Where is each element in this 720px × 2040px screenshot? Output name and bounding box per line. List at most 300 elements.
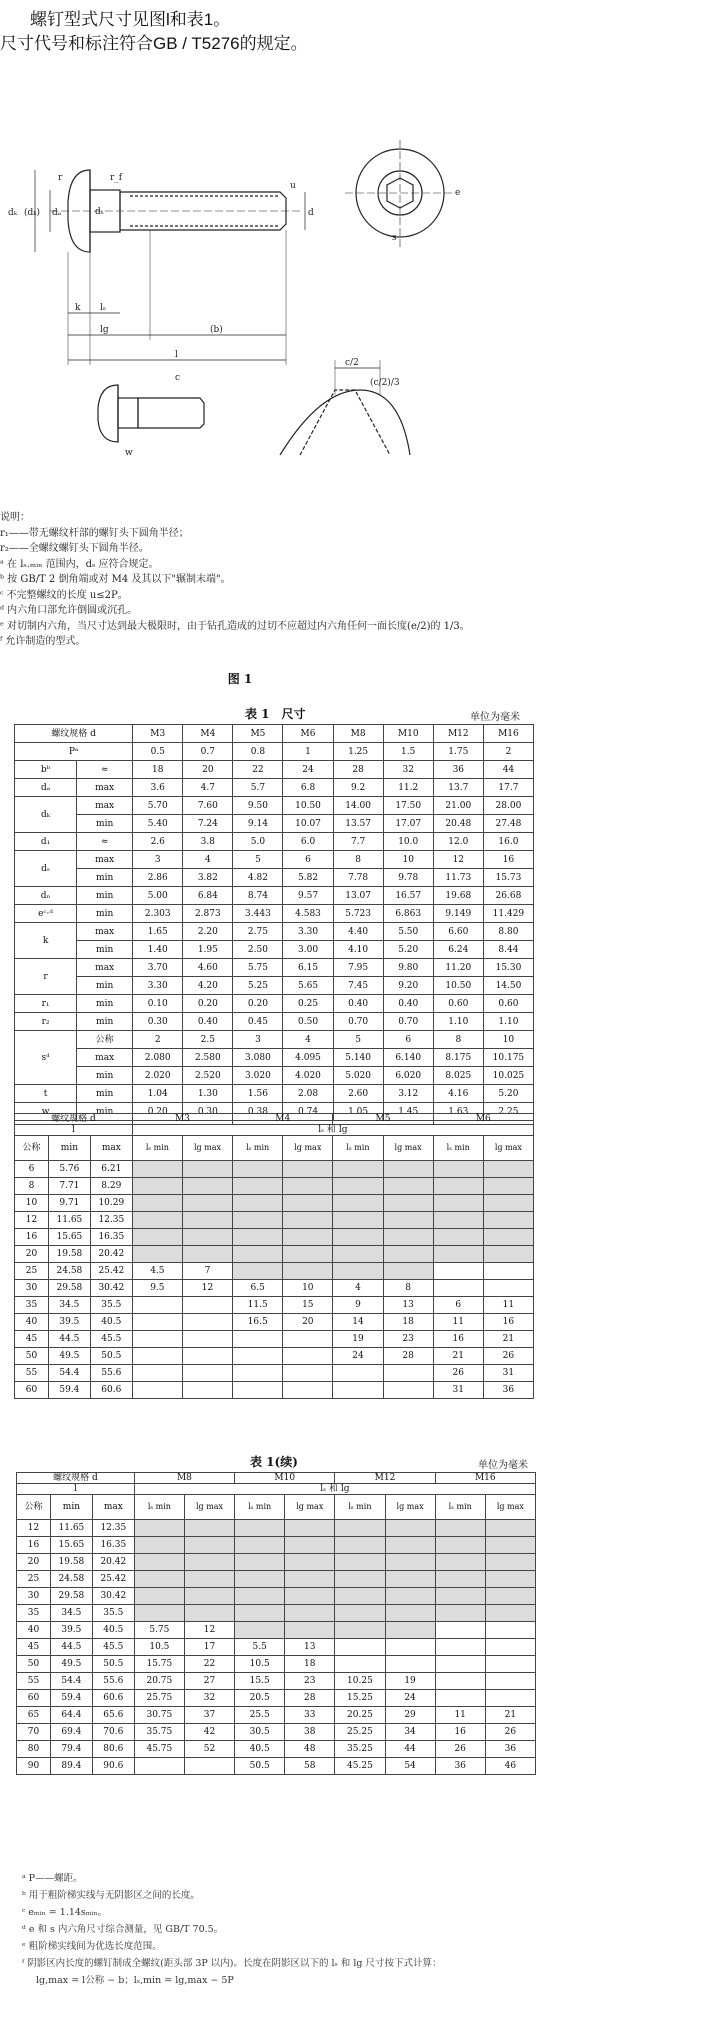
value-cell: 44	[483, 761, 533, 779]
value-cell	[132, 1348, 182, 1365]
intro-line-2: 尺寸代号和标注符合GB / T5276的规定。	[0, 34, 308, 53]
value-cell: 17.50	[383, 797, 433, 815]
value-cell	[435, 1588, 485, 1605]
value-cell	[433, 1280, 483, 1297]
value-cell: 26.68	[483, 887, 533, 905]
value-cell: 24	[333, 1348, 383, 1365]
table-row	[15, 869, 534, 887]
value-cell: 0.60	[483, 995, 533, 1013]
label-dk-paren: (dₖ)	[24, 208, 41, 218]
size-header-cell: M5	[233, 725, 283, 743]
size-header-cell: M8	[134, 1473, 234, 1484]
value-cell	[435, 1605, 485, 1622]
value-cell: 24	[385, 1690, 435, 1707]
value-cell: 21	[483, 1331, 533, 1348]
size-header-cell: M6	[433, 1114, 533, 1125]
value-cell: 9.2	[333, 779, 383, 797]
value-cell: 37	[184, 1707, 234, 1724]
length-table-large	[16, 1472, 536, 1775]
value-cell	[435, 1622, 485, 1639]
value-cell: 4.7	[183, 779, 233, 797]
figure-caption: 图 1	[227, 672, 253, 686]
value-cell: 15.30	[483, 959, 533, 977]
value-cell: 3	[133, 851, 183, 869]
value-cell: 29.58	[50, 1588, 92, 1605]
value-cell: 34	[385, 1724, 435, 1741]
value-cell	[333, 1246, 383, 1263]
size-header-cell: M10	[383, 725, 433, 743]
value-cell: 3.12	[383, 1085, 433, 1103]
value-cell: 50.5	[235, 1758, 285, 1775]
length-table-small	[14, 1113, 534, 1399]
value-cell: 17.07	[383, 815, 433, 833]
qualifier-cell: min	[77, 995, 133, 1013]
value-cell: 46	[485, 1758, 535, 1775]
value-cell	[182, 1365, 232, 1382]
header-cell: lg max	[483, 1136, 533, 1161]
table1-unit: 单位为毫米	[470, 712, 520, 723]
value-cell: 15.65	[48, 1229, 90, 1246]
value-cell: 12	[182, 1280, 232, 1297]
value-cell: 8.80	[483, 923, 533, 941]
value-cell: 15.25	[335, 1690, 385, 1707]
header-cell: lg max	[283, 1136, 333, 1161]
value-cell: 4.60	[183, 959, 233, 977]
table-row	[15, 1263, 534, 1280]
value-cell	[485, 1673, 535, 1690]
value-cell: 10.175	[483, 1049, 533, 1067]
value-cell	[285, 1605, 335, 1622]
header-cell: lg max	[184, 1495, 234, 1520]
header-cell: lₛ 和 lg	[132, 1125, 533, 1136]
value-cell: 2.020	[133, 1067, 183, 1085]
value-cell	[485, 1571, 535, 1588]
dimension-table	[14, 724, 534, 1121]
value-cell	[485, 1656, 535, 1673]
value-cell	[385, 1571, 435, 1588]
value-cell	[285, 1622, 335, 1639]
table-row	[15, 1314, 534, 1331]
value-cell	[182, 1178, 232, 1195]
size-header-cell: M5	[333, 1114, 433, 1125]
value-cell: 16	[433, 1331, 483, 1348]
value-cell	[383, 1263, 433, 1280]
value-cell: 11	[483, 1297, 533, 1314]
value-cell: 6	[15, 1161, 49, 1178]
value-cell	[483, 1280, 533, 1297]
value-cell	[182, 1195, 232, 1212]
value-cell: 11.73	[433, 869, 483, 887]
value-cell: 8.025	[433, 1067, 483, 1085]
value-cell	[182, 1246, 232, 1263]
table-row	[15, 779, 534, 797]
value-cell	[435, 1673, 485, 1690]
value-cell	[233, 1365, 283, 1382]
value-cell: 10.025	[483, 1067, 533, 1085]
value-cell: 1.65	[133, 923, 183, 941]
value-cell	[132, 1212, 182, 1229]
value-cell	[184, 1537, 234, 1554]
value-cell: 35.75	[134, 1724, 184, 1741]
value-cell: 55.6	[90, 1365, 132, 1382]
label-dk: dₖ	[8, 208, 18, 218]
value-cell: 25.42	[92, 1571, 134, 1588]
table-row	[17, 1554, 536, 1571]
value-cell: 23	[383, 1331, 433, 1348]
value-cell	[134, 1520, 184, 1537]
value-cell: 16.35	[92, 1537, 134, 1554]
value-cell	[132, 1178, 182, 1195]
value-cell: 21	[485, 1707, 535, 1724]
size-header-cell: M6	[283, 725, 333, 743]
value-cell: 7	[182, 1263, 232, 1280]
value-cell: 16	[17, 1537, 51, 1554]
table-header-row	[15, 1136, 534, 1161]
value-cell: 13	[285, 1639, 335, 1656]
value-cell: 10.5	[134, 1639, 184, 1656]
value-cell: 2.5	[183, 1031, 233, 1049]
size-header-cell: M12	[335, 1473, 435, 1484]
table-row	[17, 1605, 536, 1622]
value-cell: 20	[283, 1314, 333, 1331]
value-cell: 3.30	[283, 923, 333, 941]
header-cell: lₛ min	[132, 1136, 182, 1161]
value-cell: 3	[233, 1031, 283, 1049]
value-cell	[483, 1263, 533, 1280]
value-cell	[385, 1605, 435, 1622]
value-cell: 2	[133, 1031, 183, 1049]
value-cell	[184, 1758, 234, 1775]
table-row	[15, 941, 534, 959]
value-cell: 19.58	[48, 1246, 90, 1263]
value-cell	[435, 1554, 485, 1571]
table-row	[15, 1348, 534, 1365]
value-cell: 2.080	[133, 1049, 183, 1067]
footnote-line: ᵉ 粗阶梯实线间为优选长度范围。	[22, 1941, 162, 1952]
value-cell: 34.5	[48, 1297, 90, 1314]
value-cell	[483, 1161, 533, 1178]
value-cell: 6.24	[433, 941, 483, 959]
value-cell	[435, 1520, 485, 1537]
value-cell: 36	[483, 1382, 533, 1399]
value-cell: 7.45	[333, 977, 383, 995]
value-cell: 24.58	[48, 1263, 90, 1280]
table-row	[15, 743, 534, 761]
value-cell: 0.40	[383, 995, 433, 1013]
value-cell: 20.42	[90, 1246, 132, 1263]
value-cell: 1.63	[433, 1103, 483, 1121]
value-cell	[335, 1571, 385, 1588]
value-cell: 35.5	[92, 1605, 134, 1622]
table-row	[15, 1297, 534, 1314]
qualifier-cell: min	[77, 905, 133, 923]
value-cell: 24.58	[50, 1571, 92, 1588]
value-cell: 29.58	[48, 1280, 90, 1297]
value-cell: 8.74	[233, 887, 283, 905]
value-cell	[182, 1161, 232, 1178]
value-cell	[335, 1656, 385, 1673]
value-cell: 0.30	[133, 1013, 183, 1031]
value-cell: 6.84	[183, 887, 233, 905]
value-cell: 45.75	[134, 1741, 184, 1758]
value-cell: 12	[15, 1212, 49, 1229]
value-cell: 45	[17, 1639, 51, 1656]
footnote-formula: lg,max = l公称 − b；lₛ,min = lg,max − 5P	[36, 1975, 234, 1986]
value-cell: 31	[483, 1365, 533, 1382]
value-cell: 10.29	[90, 1195, 132, 1212]
value-cell: 11.20	[433, 959, 483, 977]
note-line: 说明：	[0, 512, 30, 523]
qualifier-cell: max	[77, 779, 133, 797]
param-cell: dₛ	[15, 851, 77, 887]
param-cell: dₐ	[15, 779, 77, 797]
value-cell: 45.5	[92, 1639, 134, 1656]
value-cell	[235, 1554, 285, 1571]
value-cell	[435, 1571, 485, 1588]
value-cell: 1.95	[183, 941, 233, 959]
value-cell: 6.0	[283, 833, 333, 851]
value-cell: 50	[15, 1348, 49, 1365]
value-cell: 15.75	[134, 1656, 184, 1673]
value-cell: 36	[485, 1741, 535, 1758]
value-cell: 12.0	[433, 833, 483, 851]
value-cell: 20	[183, 761, 233, 779]
value-cell: 50.5	[90, 1348, 132, 1365]
size-header-cell: M12	[433, 725, 483, 743]
value-cell: 44	[385, 1741, 435, 1758]
table-row	[15, 1085, 534, 1103]
value-cell: 8.44	[483, 941, 533, 959]
value-cell	[485, 1639, 535, 1656]
value-cell	[333, 1263, 383, 1280]
value-cell	[235, 1571, 285, 1588]
value-cell	[383, 1178, 433, 1195]
value-cell	[132, 1382, 182, 1399]
value-cell: 49.5	[50, 1656, 92, 1673]
size-header-cell: M10	[235, 1473, 335, 1484]
table-row	[17, 1673, 536, 1690]
value-cell: 25.25	[335, 1724, 385, 1741]
intro-text	[0, 8, 720, 56]
value-cell	[283, 1229, 333, 1246]
header-cell: 螺纹规格 d	[15, 1114, 133, 1125]
value-cell: 9.20	[383, 977, 433, 995]
value-cell	[333, 1195, 383, 1212]
value-cell: 15.65	[50, 1537, 92, 1554]
value-cell	[433, 1161, 483, 1178]
value-cell: 60	[15, 1382, 49, 1399]
value-cell: 3.70	[133, 959, 183, 977]
value-cell: 30.5	[235, 1724, 285, 1741]
value-cell: 36	[435, 1758, 485, 1775]
value-cell: 0.7	[183, 743, 233, 761]
value-cell	[235, 1588, 285, 1605]
value-cell	[233, 1161, 283, 1178]
value-cell: 11.65	[48, 1212, 90, 1229]
value-cell: 7.60	[183, 797, 233, 815]
value-cell: 11.5	[233, 1297, 283, 1314]
value-cell	[433, 1195, 483, 1212]
table-row	[15, 1212, 534, 1229]
table1-cont-caption: 表 1(续)	[250, 1455, 298, 1469]
header-cell: lₛ 和 lg	[134, 1484, 535, 1495]
value-cell: 12.35	[90, 1212, 132, 1229]
value-cell: 70	[17, 1724, 51, 1741]
value-cell: 0.40	[183, 1013, 233, 1031]
value-cell: 1.10	[433, 1013, 483, 1031]
value-cell: 0.8	[233, 743, 283, 761]
value-cell: 20.42	[92, 1554, 134, 1571]
param-cell: r₁	[15, 995, 77, 1013]
qualifier-cell: max	[77, 923, 133, 941]
qualifier-cell: min	[77, 815, 133, 833]
value-cell: 54.4	[48, 1365, 90, 1382]
value-cell: 2.20	[183, 923, 233, 941]
value-cell: 2.08	[283, 1085, 333, 1103]
value-cell: 5.00	[133, 887, 183, 905]
header-cell: lg max	[385, 1495, 435, 1520]
value-cell	[485, 1554, 535, 1571]
param-cell: sᵈ	[15, 1031, 77, 1085]
value-cell: 40	[15, 1314, 49, 1331]
note-line: r₂——全螺纹螺钉头下圆角半径。	[0, 543, 149, 554]
qualifier-cell: 公称	[77, 1031, 133, 1049]
value-cell: 9.14	[233, 815, 283, 833]
value-cell: 5.0	[233, 833, 283, 851]
value-cell: 0.25	[283, 995, 333, 1013]
qualifier-cell: min	[77, 1013, 133, 1031]
value-cell: 44.5	[50, 1639, 92, 1656]
value-cell	[485, 1690, 535, 1707]
table-row	[15, 1229, 534, 1246]
value-cell: 10.25	[335, 1673, 385, 1690]
value-cell: 16	[15, 1229, 49, 1246]
value-cell	[483, 1212, 533, 1229]
value-cell: 5.020	[333, 1067, 383, 1085]
value-cell: 15.5	[235, 1673, 285, 1690]
value-cell	[483, 1246, 533, 1263]
value-cell: 25.42	[90, 1263, 132, 1280]
value-cell: 33	[285, 1707, 335, 1724]
value-cell: 44.5	[48, 1331, 90, 1348]
value-cell	[435, 1656, 485, 1673]
value-cell: 2.60	[333, 1085, 383, 1103]
value-cell: 15	[283, 1297, 333, 1314]
header-cell: 公称	[15, 1136, 49, 1161]
table-row	[17, 1537, 536, 1554]
value-cell	[335, 1622, 385, 1639]
value-cell: 3.30	[133, 977, 183, 995]
value-cell	[283, 1246, 333, 1263]
value-cell: 11.429	[483, 905, 533, 923]
value-cell: 2.25	[483, 1103, 533, 1121]
table-row	[15, 1013, 534, 1031]
value-cell: 3.020	[233, 1067, 283, 1085]
value-cell: 50.5	[92, 1656, 134, 1673]
value-cell: 4.82	[233, 869, 283, 887]
value-cell: 0.38	[233, 1103, 283, 1121]
value-cell: 12	[17, 1520, 51, 1537]
value-cell	[233, 1331, 283, 1348]
value-cell: 1.30	[183, 1085, 233, 1103]
value-cell: 19	[333, 1331, 383, 1348]
value-cell	[383, 1161, 433, 1178]
value-cell: 34.5	[50, 1605, 92, 1622]
header-cell: 螺纹规格 d	[17, 1473, 135, 1484]
value-cell: 16	[483, 851, 533, 869]
value-cell: 5.20	[483, 1085, 533, 1103]
value-cell: 2.303	[133, 905, 183, 923]
value-cell: 16.0	[483, 833, 533, 851]
value-cell: 0.50	[283, 1013, 333, 1031]
value-cell	[433, 1229, 483, 1246]
table-row	[15, 1195, 534, 1212]
value-cell: 19.68	[433, 887, 483, 905]
value-cell: 30.75	[134, 1707, 184, 1724]
size-header-cell: M16	[435, 1473, 535, 1484]
footnote-line: ᶠ 阴影区内长度的螺钉制成全螺纹(距头部 3P 以内)。长度在阴影区以下的 lₛ 和 lg 尺寸按下式计算：	[22, 1958, 442, 1969]
table-row	[17, 1741, 536, 1758]
value-cell: 60	[17, 1690, 51, 1707]
value-cell	[285, 1588, 335, 1605]
value-cell	[235, 1622, 285, 1639]
value-cell: 10.50	[283, 797, 333, 815]
header-cell: max	[90, 1136, 132, 1161]
value-cell: 7.95	[333, 959, 383, 977]
value-cell: 0.70	[383, 1013, 433, 1031]
label-s: s	[392, 233, 397, 243]
intro-line-1: 螺钉型式尺寸见图l和表1。	[30, 10, 231, 29]
note-line: ᵉ 对切制内六角，当尺寸达到最大极限时，由于钻孔造成的过切不应超过内六角任何一面长度(e/2)的 1/3。	[0, 620, 470, 632]
value-cell	[134, 1537, 184, 1554]
value-cell	[435, 1639, 485, 1656]
param-cell: d₁	[15, 833, 77, 851]
value-cell: 17	[184, 1639, 234, 1656]
value-cell: 13	[383, 1297, 433, 1314]
value-cell	[283, 1331, 333, 1348]
value-cell: 29	[385, 1707, 435, 1724]
footnote-line: ᵈ e 和 s 内六角尺寸综合测量，见 GB/T 70.5。	[22, 1924, 224, 1935]
value-cell: 55.6	[92, 1673, 134, 1690]
value-cell: 5	[233, 851, 283, 869]
screw-technical-drawing	[0, 120, 720, 510]
size-header-cell: M3	[132, 1114, 232, 1125]
label-k: k	[75, 303, 81, 313]
value-cell: 19.58	[50, 1554, 92, 1571]
value-cell: 39.5	[48, 1314, 90, 1331]
value-cell: 4.40	[333, 923, 383, 941]
value-cell	[383, 1195, 433, 1212]
value-cell: 20.75	[134, 1673, 184, 1690]
value-cell: 0.60	[433, 995, 483, 1013]
value-cell	[483, 1195, 533, 1212]
value-cell: 28	[383, 1348, 433, 1365]
value-cell: 32	[184, 1690, 234, 1707]
value-cell: 0.40	[333, 995, 383, 1013]
value-cell: 90	[17, 1758, 51, 1775]
table-row	[17, 1656, 536, 1673]
label-u: u	[290, 181, 296, 191]
value-cell: 4.5	[132, 1263, 182, 1280]
value-cell: 80.6	[92, 1741, 134, 1758]
table-row	[15, 923, 534, 941]
value-cell	[283, 1178, 333, 1195]
value-cell: 1.10	[483, 1013, 533, 1031]
value-cell	[182, 1297, 232, 1314]
value-cell: 3.080	[233, 1049, 283, 1067]
table-row	[15, 1161, 534, 1178]
value-cell	[134, 1588, 184, 1605]
